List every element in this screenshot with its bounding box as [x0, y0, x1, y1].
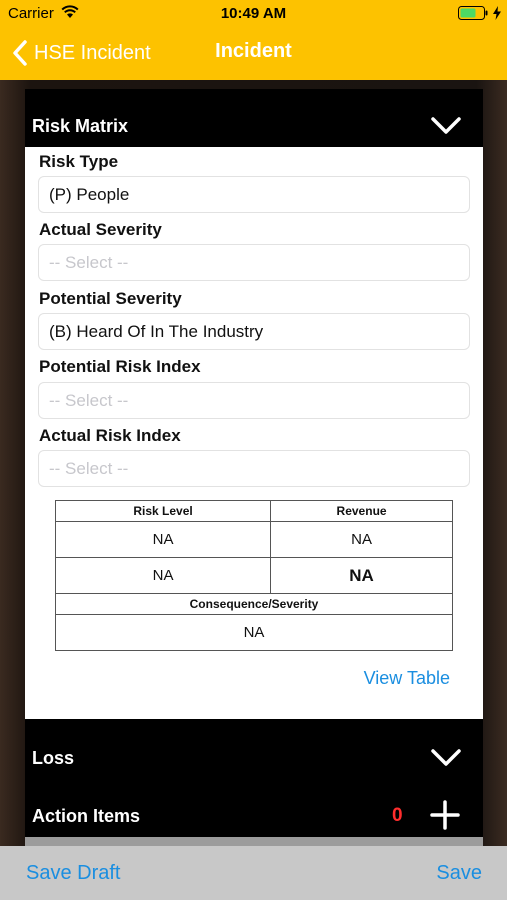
- risk-level-header: Risk Level: [56, 501, 271, 522]
- table-cell: NA: [56, 522, 271, 558]
- risk-matrix-header[interactable]: [25, 89, 483, 147]
- potential-severity-field[interactable]: (B) Heard Of In The Industry: [38, 313, 470, 350]
- table-cell: NA: [56, 558, 271, 594]
- back-label: HSE Incident: [34, 41, 151, 64]
- clock: 10:49 AM: [220, 5, 287, 22]
- page-title: Incident: [215, 40, 292, 62]
- action-items-title: Action Items: [32, 806, 141, 826]
- action-items-header: [25, 789, 483, 837]
- plus-icon[interactable]: [430, 800, 460, 830]
- incident-panel: [25, 89, 483, 846]
- status-bar: [0, 0, 507, 28]
- action-items-count: 0: [392, 805, 403, 826]
- save-button[interactable]: Save: [436, 862, 482, 884]
- actual-severity-label: Actual Severity: [39, 220, 162, 239]
- bottom-toolbar: [0, 846, 507, 900]
- potential-severity-label: Potential Severity: [39, 289, 182, 308]
- chevron-down-icon[interactable]: [430, 748, 462, 768]
- potential-risk-index-field[interactable]: -- Select --: [38, 382, 470, 419]
- battery-icon: [458, 6, 488, 20]
- risk-matrix-title: Risk Matrix: [32, 116, 129, 136]
- view-table-link[interactable]: View Table: [363, 668, 450, 688]
- risk-type-field[interactable]: (P) People: [38, 176, 470, 213]
- actual-risk-index-label: Actual Risk Index: [39, 426, 181, 445]
- content-edge: [25, 837, 483, 846]
- consequence-severity-value: NA: [56, 615, 453, 651]
- charging-icon: [493, 6, 501, 20]
- risk-type-label: Risk Type: [39, 152, 119, 171]
- loss-title: Loss: [32, 748, 75, 768]
- table-cell: NA: [271, 558, 453, 594]
- table-cell: NA: [271, 522, 453, 558]
- actual-risk-index-field[interactable]: -- Select --: [38, 450, 470, 487]
- loss-header[interactable]: [25, 729, 483, 779]
- consequence-severity-header: Consequence/Severity: [56, 594, 453, 615]
- risk-level-table: [55, 500, 453, 651]
- save-draft-button[interactable]: Save Draft: [26, 862, 121, 884]
- navigation-bar: [0, 28, 507, 80]
- actual-severity-field[interactable]: -- Select --: [38, 244, 470, 281]
- potential-risk-index-label: Potential Risk Index: [39, 357, 201, 376]
- revenue-header: Revenue: [271, 501, 453, 522]
- chevron-down-icon[interactable]: [430, 116, 462, 136]
- carrier-label: Carrier: [8, 5, 54, 22]
- risk-matrix-card: [25, 147, 483, 719]
